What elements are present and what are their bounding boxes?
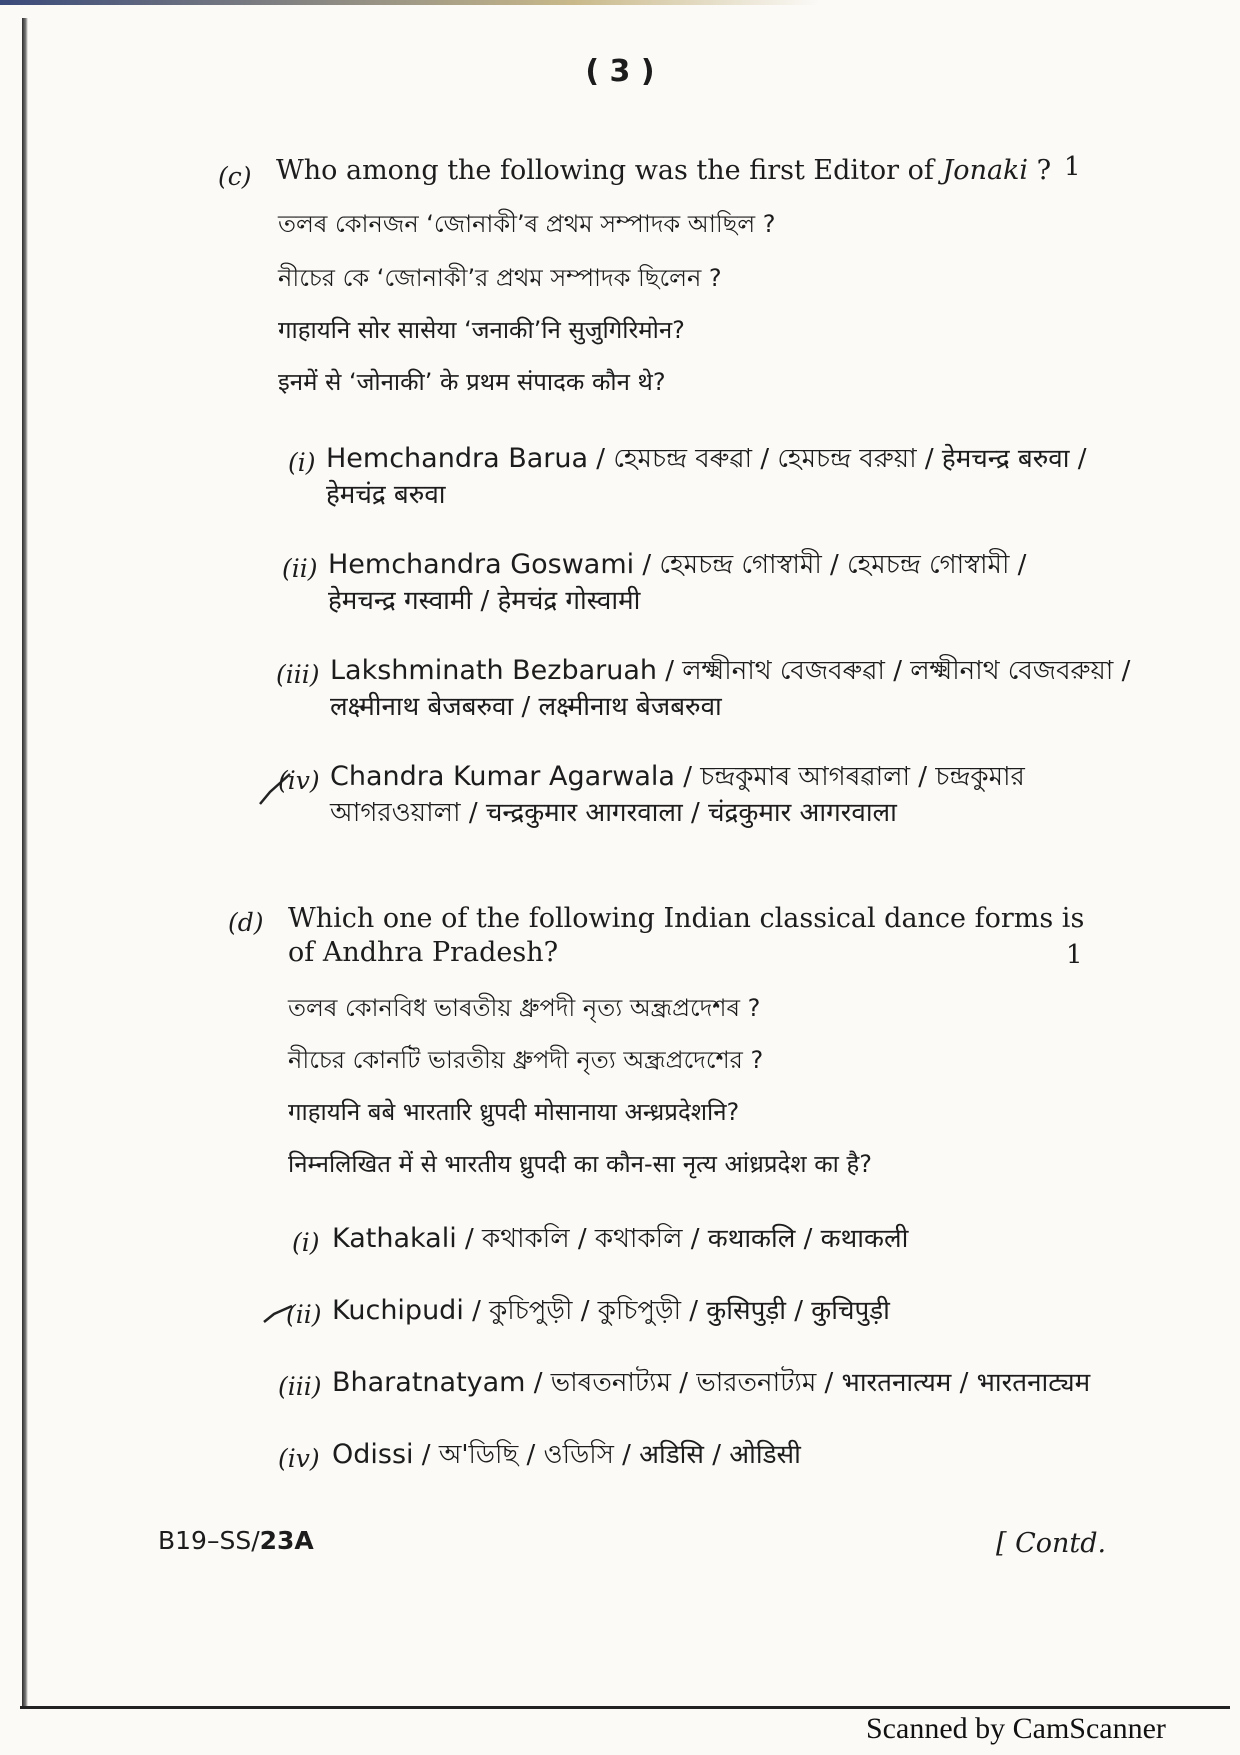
question-d-english-line1: Which one of the following Indian classical dance forms is <box>288 903 1085 934</box>
question-d-option-1-number: (i) <box>292 1228 320 1257</box>
question-d-bodo: गाहायनि बबे भारतारि ध्रुपदी मोसानाया अन्ध्रप्रदेशनि? <box>288 1098 740 1126</box>
question-c-option-4-number: (iv) <box>278 766 320 795</box>
question-c-bodo: गाहायनि सोर सासेया ‘जनाकी’नि सुजुगिरिमोन? <box>278 316 685 344</box>
question-d-option-1: Kathakali / কথাকলি / কথাকলি / कथाकलि / कथाकली <box>332 1223 909 1254</box>
paper-code: B19–SS/23A <box>158 1526 314 1555</box>
question-d-marks: 1 <box>1066 940 1083 970</box>
question-c-option-2: Hemchandra Goswami / হেমচন্দ্ৰ গোস্বামী / হেমচন্দ্র গোস্বামী / <box>328 549 1027 580</box>
question-c-option-3-line2: लक्ष्मीनाथ बेजबरुवा / लक्ष्मीनाथ बेजबरुवा <box>330 692 722 722</box>
question-d-hindi: निम्नलिखित में से भारतीय ध्रुपदी का कौन-सा नृत्य आंध्रप्रदेश का है? <box>288 1150 872 1178</box>
scan-edge-left <box>22 18 28 1708</box>
question-c-label: (c) <box>218 162 252 191</box>
question-c-marks: 1 <box>1064 152 1081 182</box>
question-d-option-4-number: (iv) <box>278 1444 320 1473</box>
question-c-option-3: Lakshminath Bezbaruah / লক্ষ্মীনাথ বেজবৰুৱা / লক্ষ্মীনাথ বেজবরুয়া / <box>330 655 1131 686</box>
question-d-option-4: Odissi / অ'ডিছি / ওডিসি / अडिसि / ओडिसी <box>332 1439 801 1470</box>
question-d-assamese: তলৰ কোনবিধ ভাৰতীয় ধ্ৰুপদী নৃত্য অন্ধ্ৰপ্ৰদেশৰ ? <box>288 994 761 1022</box>
question-d-option-2: Kuchipudi / কুচিপুড়ী / কুচিপুড়ী / कुसिपुड़ी / कुचिपुड़ी <box>332 1295 890 1326</box>
question-c-option-1-number: (i) <box>288 448 316 477</box>
question-c-option-4: Chandra Kumar Agarwala / চন্দ্ৰকুমাৰ আগৰৱালা / চন্দ্রকুমার <box>330 761 1025 792</box>
continued-note: [ Contd. <box>996 1528 1107 1559</box>
question-c-bengali: নীচের কে ‘জোনাকী’র প্রথম সম্পাদক ছিলেন ? <box>278 264 722 292</box>
question-c-hindi: इनमें से ‘जोनाकी’ के प्रथम संपादक कौन थे? <box>278 368 666 396</box>
scan-edge-bottom <box>20 1706 1230 1709</box>
scan-edge-top <box>0 0 820 5</box>
question-d-english-line2: of Andhra Pradesh? <box>288 937 559 968</box>
page-number: ( 3 ) <box>585 54 655 89</box>
question-d-option-2-number: (ii) <box>286 1300 322 1329</box>
question-c-option-4-line2: আগরওয়ালা / चन्द्रकुमार आगरवाला / चंद्रकुमार आगरवाला <box>330 798 897 828</box>
question-c-option-1-line2: हेमचंद्र बरुवा <box>326 480 446 510</box>
question-c-option-2-number: (ii) <box>282 554 318 583</box>
question-d-option-3: Bharatnatyam / ভাৰতনাট্যম / ভারতনাট্যম / भारतनात्यम / भारतनाट्यम <box>332 1367 1091 1398</box>
scanner-watermark: Scanned by CamScanner <box>866 1712 1166 1745</box>
question-c-english: Who among the following was the first Editor of Jonaki ? <box>276 155 1052 186</box>
question-c-option-1: Hemchandra Barua / হেমচন্দ্ৰ বৰুৱা / হেমচন্দ্র বরুয়া / हेमचन्द्र बरुवा / <box>326 443 1087 474</box>
question-d-option-3-number: (iii) <box>278 1372 322 1401</box>
question-c-option-3-number: (iii) <box>276 660 320 689</box>
question-c-option-2-line2: हेमचन्द्र गस्वामी / हेमचंद्र गोस्वामी <box>328 586 641 616</box>
question-d-bengali: নীচের কোনটি ভারতীয় ধ্রুপদী নৃত্য অন্ধ্রপ্রদেশের ? <box>288 1046 764 1074</box>
question-d-label: (d) <box>228 908 264 937</box>
question-c-assamese: তলৰ কোনজন ‘জোনাকী’ৰ প্ৰথম সম্পাদক আছিল ? <box>278 210 776 238</box>
